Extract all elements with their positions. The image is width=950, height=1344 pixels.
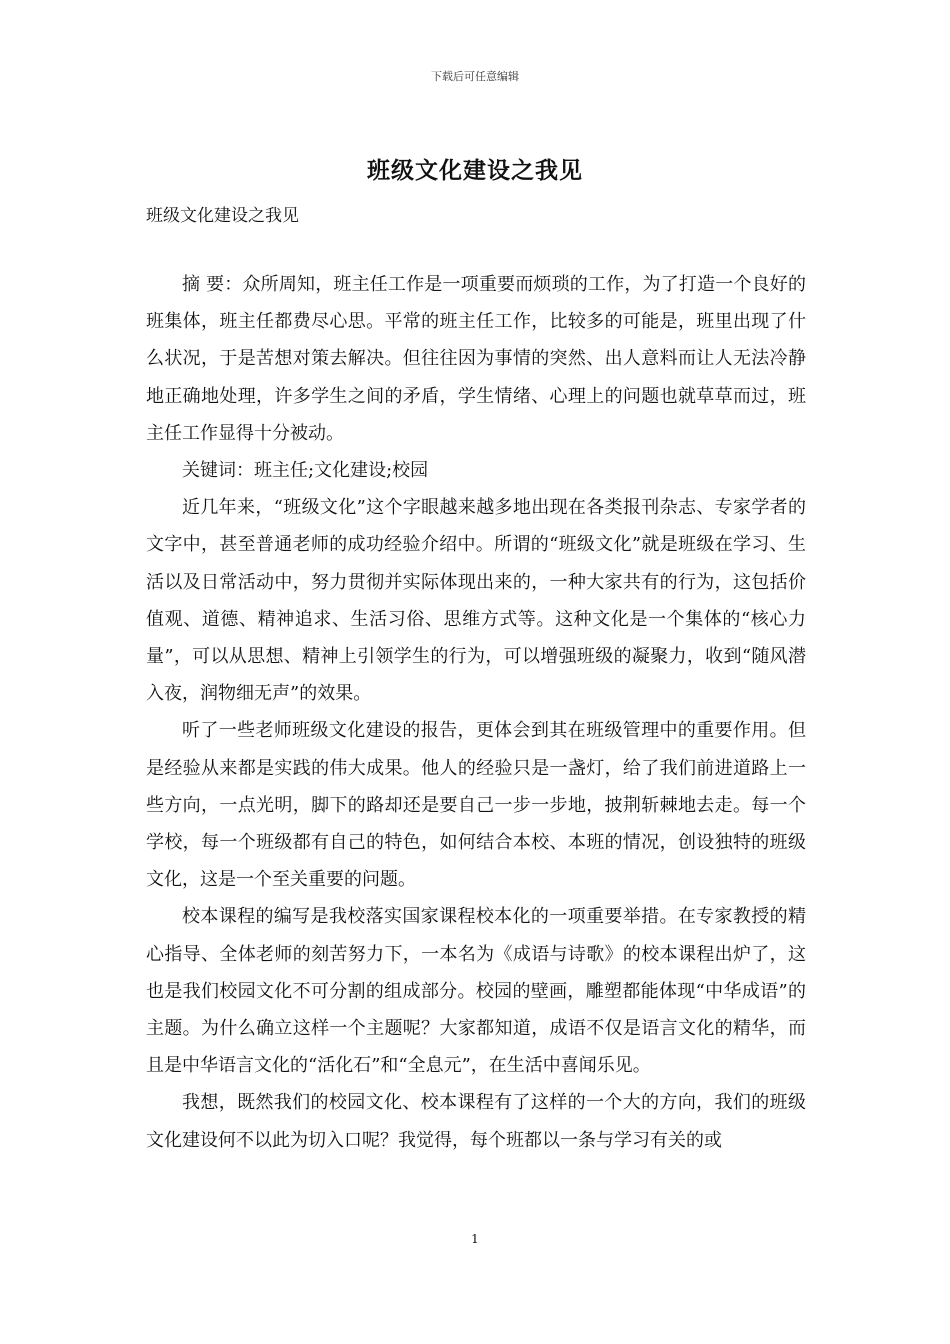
- header-note: 下载后可任意编辑: [431, 70, 519, 83]
- body-paragraph: 听了一些老师班级文化建设的报告，更体会到其在班级管理中的重要作用。但是经验从来都是实践的伟大成果。他人的经验只是一盏灯，给了我们前进道路上一些方向，一点光明，脚下的路却还是要自己一步一步地，披荆斩棘地去走。每一个学校，每一个班级都有自己的特色，如何结合本校、本班的情况，创设独特的班级文化，这是一个至关重要的问题。: [146, 720, 806, 891]
- body-paragraph: 近几年来，“班级文化”这个字眼越来越多地出现在各类报刊杂志、专家学者的文字中，甚至普通老师的成功经验介绍中。所谓的“班级文化”就是班级在学习、生活以及日常活动中，努力贯彻并实际体现出来的，一种大家共有的行为，这包括价值观、道德、精神追求、生活习俗、思维方式等。这种文化是一个集体的“核心力量”，可以从思想、精神上引领学生的行为，可以增强班级的凝聚力，收到“随风潜入夜，润物细无声”的效果。: [146, 497, 806, 705]
- page-subtitle: 班级文化建设之我见: [146, 206, 299, 226]
- page-title: 班级文化建设之我见: [367, 157, 583, 184]
- body-paragraph: 我想，既然我们的校园文化、校本课程有了这样的一个大的方向，我们的班级文化建设何不以此为切入口呢？我觉得，每个班都以一条与学习有关的或: [146, 1092, 806, 1151]
- keywords-paragraph: 关键词：班主任;文化建设;校园: [182, 460, 429, 482]
- abstract-paragraph: 摘 要：众所周知，班主任工作是一项重要而烦琐的工作，为了打造一个良好的班集体，班主任都费尽心思。平常的班主任工作，比较多的可能是，班里出现了什么状况，于是苦想对策去解决。但往往因为事情的突然、出人意料而让人无法冷静地正确地处理，许多学生之间的矛盾，学生情绪、心理上的问题也就草草而过，班主任工作显得十分被动。: [146, 274, 806, 444]
- page-number: 1: [471, 1232, 479, 1246]
- body-paragraph: 校本课程的编写是我校落实国家课程校本化的一项重要举措。在专家教授的精心指导、全体老师的刻苦努力下，一本名为《成语与诗歌》的校本课程出炉了，这也是我们校园文化不可分割的组成部分。校园的壁画，雕塑都能体现“中华成语”的主题。为什么确立这样一个主题呢？大家都知道，成语不仅是语言文化的精华，而且是中华语言文化的“活化石”和“全息元”，在生活中喜闻乐见。: [146, 906, 806, 1077]
- document-body: [146, 266, 806, 1159]
